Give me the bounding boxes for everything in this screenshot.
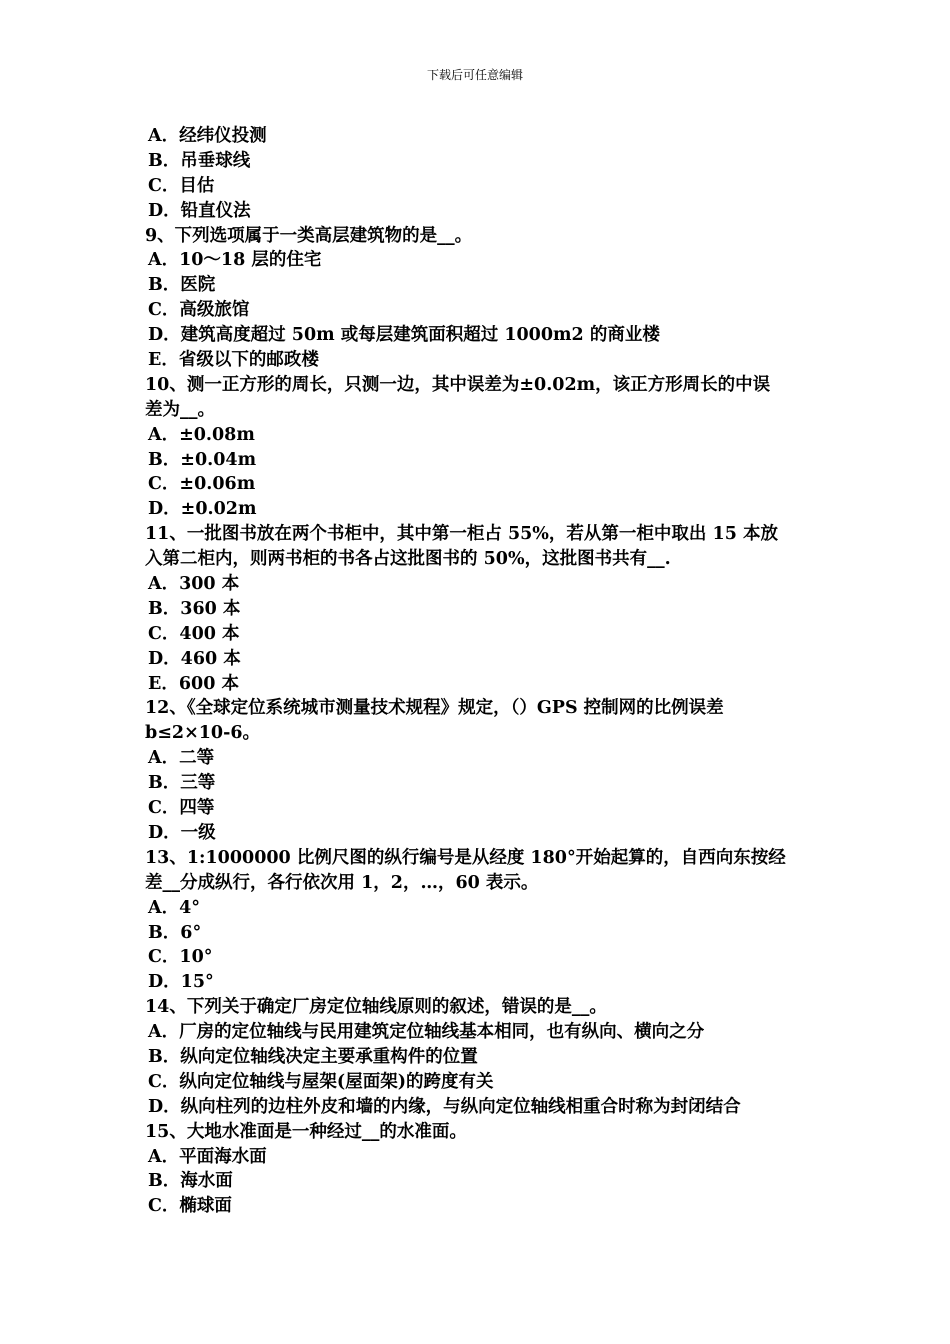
answer-option: C．四等 — [148, 798, 215, 819]
answer-option: B．海水面 — [148, 1171, 233, 1192]
answer-option: B．三等 — [148, 773, 216, 794]
answer-option: C．椭球面 — [148, 1196, 232, 1217]
answer-option: D．纵向柱列的边柱外皮和墙的内缘，与纵向定位轴线相重合时称为封闭结合 — [148, 1096, 741, 1117]
question-text: 11、一批图书放在两个书柜中，其中第一柜占 55%，若从第一柜中取出 15 本放 — [145, 524, 778, 545]
question-text: 14、下列关于确定厂房定位轴线原则的叙述，错误的是__。 — [145, 997, 607, 1018]
answer-option: A．平面海水面 — [148, 1146, 267, 1167]
question-text: 差为__。 — [145, 399, 215, 420]
document-body — [145, 124, 810, 1219]
answer-option: C．目估 — [148, 175, 215, 196]
answer-option: D．460 本 — [148, 648, 241, 669]
answer-option: C．10° — [148, 947, 213, 968]
question-text: 15、大地水准面是一种经过__的水准面。 — [145, 1121, 467, 1142]
question-text: 10、测一正方形的周长，只测一边，其中误差为±0.02m，该正方形周长的中误 — [145, 374, 771, 395]
answer-option: D．一级 — [148, 822, 216, 843]
answer-option: A．经纬仪投测 — [148, 126, 267, 146]
answer-option: D．铅直仪法 — [148, 200, 251, 221]
answer-option: B．360 本 — [148, 598, 241, 619]
answer-option: E．600 本 — [148, 673, 239, 694]
question-text: 差__分成纵行，各行依次用 1，2，…，60 表示。 — [145, 872, 539, 893]
answer-option: D．建筑高度超过 50m 或每层建筑面积超过 1000m2 的商业楼 — [148, 325, 660, 346]
answer-option: A．300 本 — [148, 574, 240, 595]
answer-option: C．400 本 — [148, 623, 240, 644]
answer-option: A．4° — [148, 897, 201, 918]
answer-option: B．医院 — [148, 275, 216, 296]
question-text: 12、《全球定位系统城市测量技术规程》规定，（）GPS 控制网的比例误差 — [145, 698, 724, 719]
answer-option: A．10～18 层的住宅 — [148, 250, 322, 271]
answer-option: D．15° — [148, 972, 214, 993]
answer-option: C．±0.06m — [148, 474, 256, 495]
answer-option: A．厂房的定位轴线与民用建筑定位轴线基本相同，也有纵向、横向之分 — [148, 1022, 705, 1043]
answer-option: B．6° — [148, 922, 202, 943]
answer-option: A．二等 — [148, 748, 215, 769]
page-header: 下载后可任意编辑 — [426, 68, 523, 82]
answer-option: D．±0.02m — [148, 499, 257, 520]
question-text: 13、1:1000000 比例尺图的纵行编号是从经度 180°开始起算的，自西向东按经 — [145, 847, 786, 868]
answer-option: B．纵向定位轴线决定主要承重构件的位置 — [148, 1046, 478, 1067]
answer-option: B．吊垂球线 — [148, 150, 251, 171]
answer-option: A．±0.08m — [148, 424, 255, 445]
question-text: b≤2×10-6。 — [145, 723, 261, 744]
question-text: 9、下列选项属于一类高层建筑物的是__。 — [145, 225, 473, 246]
question-text: 入第二柜内，则两书柜的书各占这批图书的 50%，这批图书共有__. — [145, 549, 671, 570]
answer-option: B．±0.04m — [148, 449, 257, 470]
answer-option: C．纵向定位轴线与屋架(屋面架)的跨度有关 — [148, 1071, 494, 1092]
answer-option: C．高级旅馆 — [148, 300, 250, 321]
answer-option: E．省级以下的邮政楼 — [148, 350, 319, 371]
